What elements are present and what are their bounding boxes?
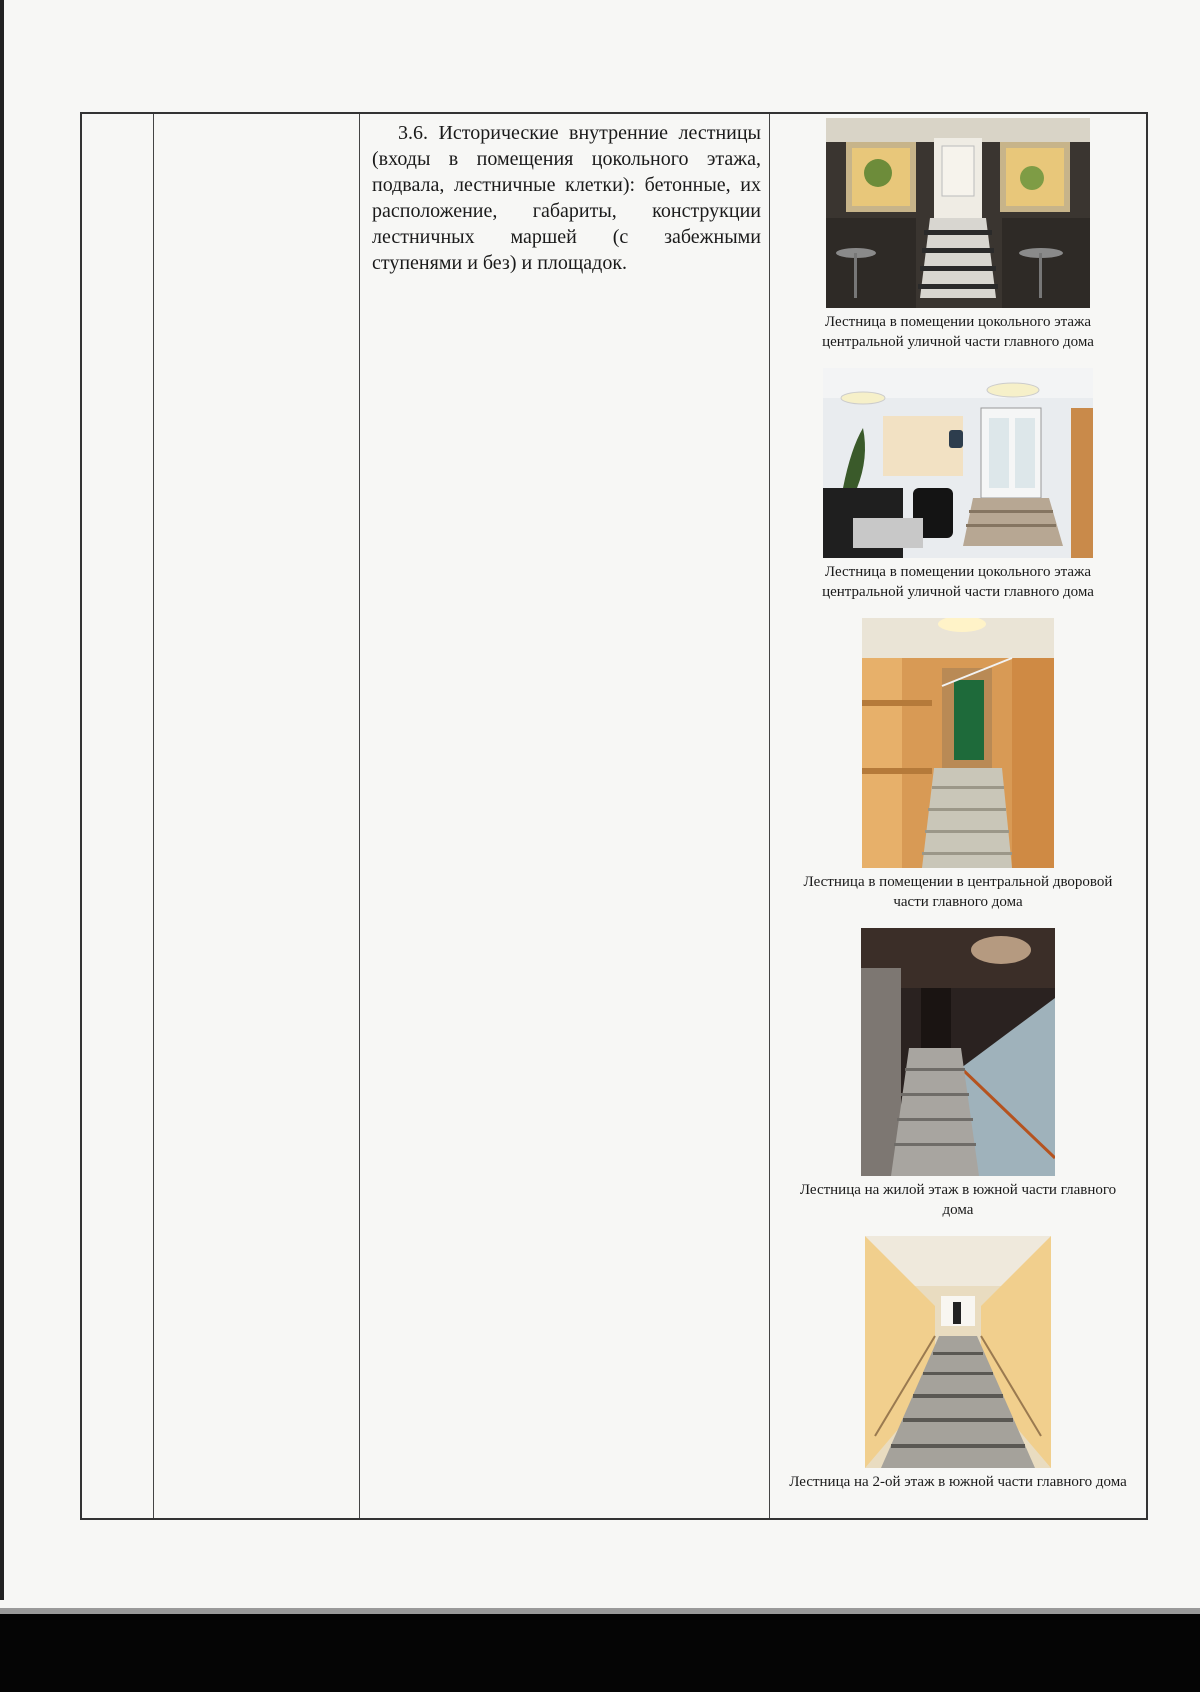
photo-block <box>788 1236 1128 1492</box>
photo-corridor-staircase <box>862 618 1054 868</box>
scan-bottom-strip <box>0 1608 1200 1614</box>
photo-block <box>788 118 1128 352</box>
photo-dark-stairway <box>861 928 1055 1176</box>
photo-block <box>788 618 1128 912</box>
photo-caption: Лестница на 2-ой этаж в южной части главного дома <box>789 1474 1127 1490</box>
document-table <box>80 112 1148 1520</box>
table-column-description <box>360 114 770 1518</box>
photo-office-staircase <box>823 368 1093 558</box>
table-column-name <box>154 114 360 1518</box>
table-column-photos <box>770 114 1146 1518</box>
photo-long-staircase <box>865 1236 1051 1468</box>
scan-bottom-band <box>0 1608 1200 1692</box>
photo-block <box>788 928 1128 1220</box>
photo-block <box>788 368 1128 602</box>
photo-caption: Лестница на жилой этаж в южной части главного дома <box>799 1182 1117 1218</box>
photo-cafe-staircase <box>826 118 1090 308</box>
photo-caption: Лестница в помещении в центральной дворовой части главного дома <box>803 874 1113 910</box>
table-column-number <box>82 114 154 1518</box>
section-description: 3.6. Исторические внутренние лестницы (входы в помещения цокольного этажа, подвала, лестничные клетки): бетонные, их расположение, габариты, конструкции лестничных маршей (с забежными ступенями и без) и площадок. <box>372 122 761 274</box>
photo-caption: Лестница в помещении цокольного этажа центральной уличной части главного дома <box>822 564 1094 600</box>
photo-caption: Лестница в помещении цокольного этажа центральной уличной части главного дома <box>822 314 1094 350</box>
scan-page-edge <box>0 0 4 1600</box>
